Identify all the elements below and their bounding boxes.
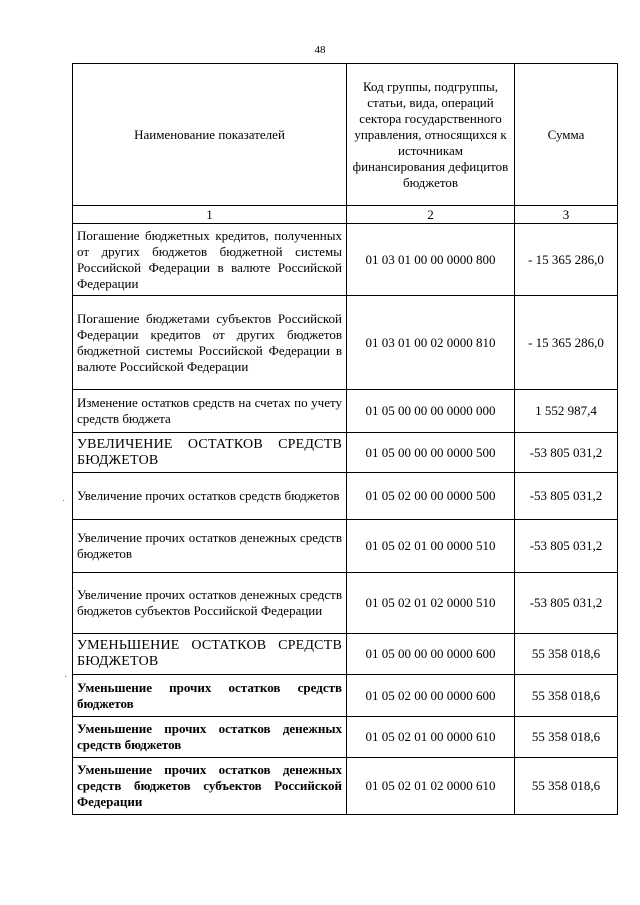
scan-speck: ·: [62, 496, 66, 507]
header-code: Код группы, подгруппы, статьи, вида, операций сектора государственного управления, относящихся к источникам финансирования дефицитов бюджетов: [347, 64, 515, 206]
row-name: УВЕЛИЧЕНИЕ ОСТАТКОВ СРЕДСТВ БЮДЖЕТОВ: [73, 433, 347, 473]
row-name: УМЕНЬШЕНИЕ ОСТАТКОВ СРЕДСТВ БЮДЖЕТОВ: [73, 634, 347, 675]
row-sum: -53 805 031,2: [515, 573, 618, 634]
table-row: [73, 717, 618, 758]
scan-speck: ·: [64, 672, 68, 683]
row-name: Уменьшение прочих остатков средств бюджетов: [73, 675, 347, 717]
table-row: [73, 758, 618, 815]
table-row: [73, 675, 618, 717]
row-name: Уменьшение прочих остатков денежных средств бюджетов: [73, 717, 347, 758]
row-name: Увеличение прочих остатков средств бюджетов: [73, 473, 347, 520]
table-row: [73, 573, 618, 634]
row-sum: 1 552 987,4: [515, 390, 618, 433]
row-name: Увеличение прочих остатков денежных средств бюджетов: [73, 520, 347, 573]
table-header-row: [73, 64, 618, 206]
table-row: [73, 473, 618, 520]
header-name: Наименование показателей: [73, 64, 347, 206]
column-number: 1: [73, 206, 347, 224]
row-code: 01 05 02 01 02 0000 610: [347, 758, 515, 815]
table-row: [73, 634, 618, 675]
row-sum: 55 358 018,6: [515, 758, 618, 815]
row-sum: -53 805 031,2: [515, 433, 618, 473]
row-code: 01 03 01 00 02 0000 810: [347, 296, 515, 390]
table-row: [73, 390, 618, 433]
table-row: [73, 433, 618, 473]
row-sum: -53 805 031,2: [515, 473, 618, 520]
header-sum: Сумма: [515, 64, 618, 206]
row-code: 01 05 00 00 00 0000 600: [347, 634, 515, 675]
budget-table: [72, 63, 618, 815]
row-name: Погашение бюджетами субъектов Российской Федерации кредитов от других бюджетов бюджетной системы Российской Федерации в валюте Российской Федерации: [73, 296, 347, 390]
row-name: Увеличение прочих остатков денежных средств бюджетов субъектов Российской Федерации: [73, 573, 347, 634]
page-number: 48: [314, 44, 326, 56]
row-code: 01 05 02 01 02 0000 510: [347, 573, 515, 634]
column-number: 2: [347, 206, 515, 224]
row-sum: 55 358 018,6: [515, 675, 618, 717]
row-name: Уменьшение прочих остатков денежных средств бюджетов субъектов Российской Федерации: [73, 758, 347, 815]
row-sum: - 15 365 286,0: [515, 296, 618, 390]
row-code: 01 05 02 01 00 0000 510: [347, 520, 515, 573]
row-sum: - 15 365 286,0: [515, 224, 618, 296]
column-number: 3: [515, 206, 618, 224]
row-sum: -53 805 031,2: [515, 520, 618, 573]
row-sum: 55 358 018,6: [515, 634, 618, 675]
row-code: 01 05 02 01 00 0000 610: [347, 717, 515, 758]
row-code: 01 03 01 00 00 0000 800: [347, 224, 515, 296]
row-sum: 55 358 018,6: [515, 717, 618, 758]
column-number-row: [73, 206, 618, 224]
table-row: [73, 520, 618, 573]
row-name: Изменение остатков средств на счетах по учету средств бюджета: [73, 390, 347, 433]
table-row: [73, 296, 618, 390]
row-code: 01 05 02 00 00 0000 600: [347, 675, 515, 717]
row-code: 01 05 00 00 00 0000 000: [347, 390, 515, 433]
row-name: Погашение бюджетных кредитов, полученных от других бюджетов бюджетной системы Российской Федерации в валюте Российской Федерации: [73, 224, 347, 296]
row-code: 01 05 02 00 00 0000 500: [347, 473, 515, 520]
row-code: 01 05 00 00 00 0000 500: [347, 433, 515, 473]
table-row: [73, 224, 618, 296]
